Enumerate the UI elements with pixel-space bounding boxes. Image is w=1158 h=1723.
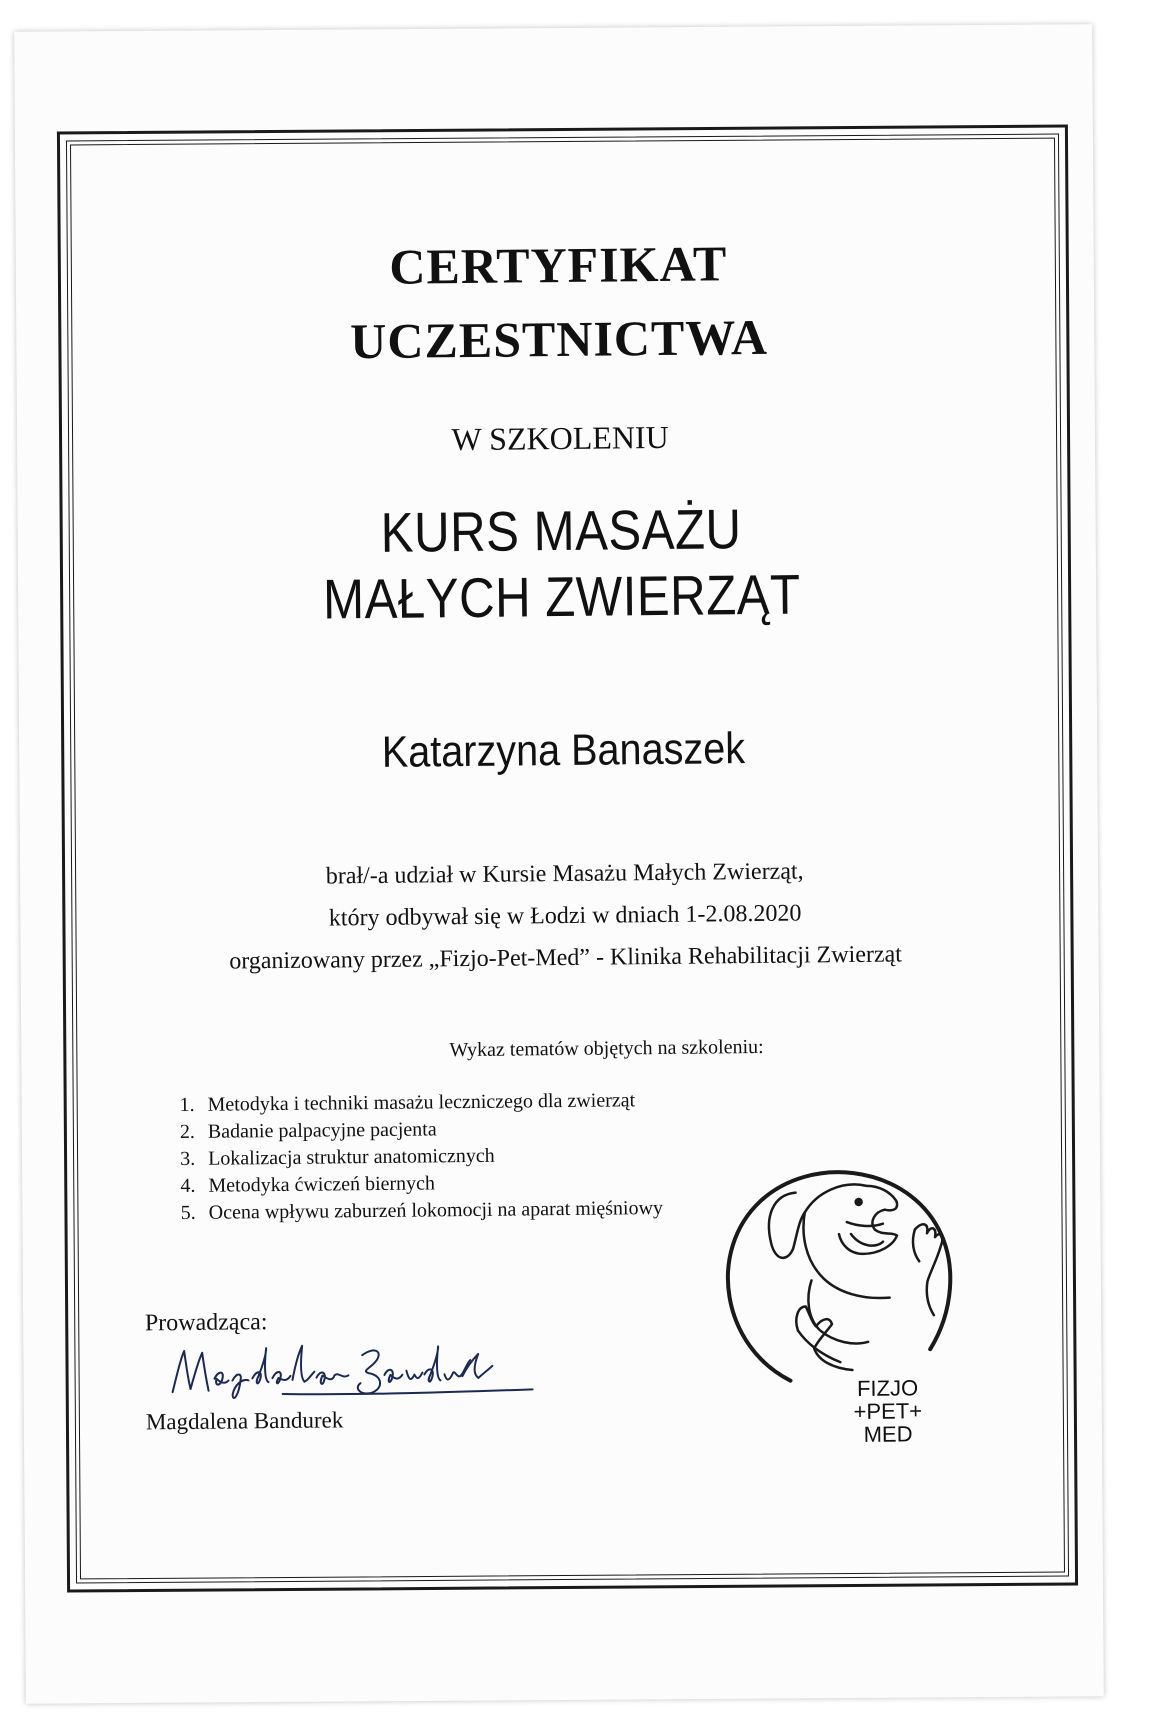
topics-heading: Wykaz tematów objętych na szkoleniu: — [449, 1035, 764, 1062]
title-line-2: UCZESTNICTWA — [349, 308, 769, 370]
description-line: brał/-a udział w Kursie Masażu Małych Zwierząt, — [325, 858, 804, 890]
logo-line-2: +PET+ — [853, 1398, 923, 1425]
logo-line-1: FIZJO — [856, 1375, 919, 1401]
description-line: który odbywał się w Łodzi w dniach 1-2.08.2020 — [328, 900, 802, 932]
topic-item: 4. Metodyka ćwiczeń biernych — [180, 1172, 436, 1198]
topics-list — [179, 1087, 663, 1227]
topic-item: 2. Badanie palpacyjne pacjenta — [179, 1118, 437, 1144]
instructor-signature — [162, 1333, 543, 1407]
topic-item: 3. Lokalizacja struktur anatomicznych — [180, 1144, 495, 1171]
instructor-name: Magdalena Bandurek — [145, 1407, 344, 1435]
description-line: organizowany przez „Fizjo-Pet-Med” - Klinika Rehabilitacji Zwierząt — [229, 941, 903, 975]
certificate-description — [62, 848, 1068, 985]
logo-text — [842, 1376, 933, 1446]
course-line-1: KURS MASAŻU — [380, 497, 742, 564]
topic-item: 5. Ocena wpływu zaburzeń lokomocji na aparat mięśniowy — [180, 1196, 664, 1225]
certificate-subtitle: W SZKOLENIU — [451, 418, 669, 458]
course-name — [119, 493, 1005, 634]
participant-name: Katarzyna Banaszek — [381, 724, 746, 777]
certificate-content — [54, 123, 1074, 1588]
title-line-1: CERTYFIKAT — [389, 235, 728, 295]
instructor-label: Prowadząca: — [144, 1309, 268, 1337]
certificate-title — [55, 223, 1061, 382]
course-line-2: MAŁYCH ZWIERZĄT — [322, 562, 801, 631]
logo-line-3: MED — [863, 1421, 913, 1447]
topic-item: 1. Metodyka i techniki masażu leczniczego dla zwierząt — [179, 1089, 636, 1117]
